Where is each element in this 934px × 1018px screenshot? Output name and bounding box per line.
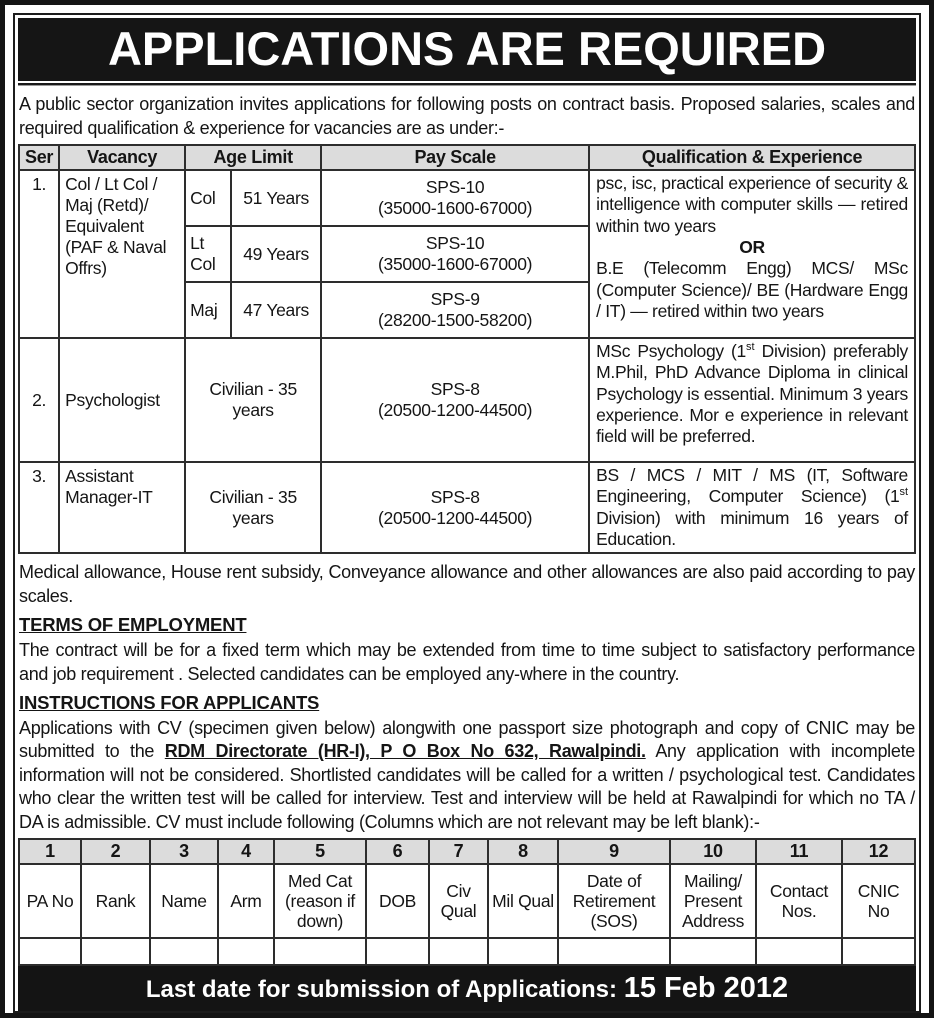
cv-empty-cell — [558, 938, 670, 965]
cv-empty-cell — [670, 938, 756, 965]
qualification-cell — [589, 338, 915, 462]
terms-heading: TERMS OF EMPLOYMENT — [19, 614, 247, 636]
pay-scale-cell — [321, 338, 589, 462]
table-row — [19, 170, 915, 226]
cv-col-label: Arm — [218, 864, 274, 938]
cv-empty-cell — [274, 938, 366, 965]
last-date-value: 15 Feb 2012 — [623, 972, 789, 1004]
advertisement-inner-frame — [13, 13, 921, 1013]
qualification-or: OR — [739, 237, 765, 258]
pay-scale-cell — [321, 462, 589, 553]
cv-label-row — [19, 864, 915, 938]
cv-col-number: 6 — [366, 839, 429, 864]
cv-empty-cell — [150, 938, 218, 965]
cv-col-number: 7 — [429, 839, 488, 864]
cv-col-label: Name — [150, 864, 218, 938]
age-cell: Civilian - 35 years — [185, 338, 321, 462]
cv-col-label: Rank — [81, 864, 150, 938]
cv-col-label: DOB — [366, 864, 429, 938]
qualification-text: Division) preferably M.Phil, PhD Advance Diploma in clinical Psychology is essential. Minimum 3 years experience. Mor e experience in relevant field will be preferred. — [596, 341, 908, 447]
title-divider — [18, 83, 916, 86]
qualification-text: BS / MCS / MIT / MS (IT, Software Engineering, Computer Science) (1 — [596, 465, 908, 507]
col-header-pay-scale: Pay Scale — [321, 145, 589, 170]
pay-scale-range: (20500-1200-44500) — [378, 507, 533, 528]
cv-col-label: CNIC No — [842, 864, 915, 938]
vacancy-table-header-row — [19, 145, 915, 170]
pay-scale-grade: SPS-8 — [430, 486, 480, 507]
cv-number-row — [19, 839, 915, 864]
pay-scale-cell — [321, 170, 589, 226]
cv-empty-cell — [429, 938, 488, 965]
instructions-heading: INSTRUCTIONS FOR APPLICANTS — [19, 692, 320, 714]
pay-scale-range: (20500-1200-44500) — [378, 400, 533, 421]
pay-scale-grade: SPS-10 — [425, 233, 485, 254]
qualification-text: MSc Psychology (1 — [596, 341, 746, 362]
cv-col-number: 4 — [218, 839, 274, 864]
pay-scale-cell — [321, 226, 589, 282]
cv-empty-cell — [756, 938, 842, 965]
ordinal-superscript: st — [745, 341, 755, 354]
serial-number: 3. — [19, 462, 59, 553]
age-cell: 51 Years — [231, 170, 321, 226]
page-title: APPLICATIONS ARE REQUIRED — [18, 18, 916, 81]
pay-scale-grade: SPS-8 — [430, 379, 480, 400]
cv-col-number: 9 — [558, 839, 670, 864]
vacancy-table — [18, 144, 916, 554]
rank-cell: Maj — [185, 282, 231, 338]
ordinal-superscript: st — [899, 486, 908, 499]
cv-col-label: Mil Qual — [488, 864, 558, 938]
col-header-vacancy: Vacancy — [59, 145, 185, 170]
cv-empty-cell — [366, 938, 429, 965]
vacancy-name: Psychologist — [59, 338, 185, 462]
allowances-paragraph: Medical allowance, House rent subsidy, Conveyance allowance and other allowances are also paid according to pay scales. — [19, 562, 915, 606]
intro-paragraph: A public sector organization invites applications for following posts on contract basis. Proposed salaries, scales and required qualification & experience for vacancies are as under:- — [19, 94, 915, 138]
last-date-label: Last date for submission of Applications: — [145, 976, 624, 1003]
cv-empty-cell — [488, 938, 558, 965]
cv-col-number: 11 — [756, 839, 842, 864]
table-row — [19, 338, 915, 462]
table-row — [19, 462, 915, 553]
rank-cell: Lt Col — [185, 226, 231, 282]
cv-col-number: 10 — [670, 839, 756, 864]
cv-empty-cell — [81, 938, 150, 965]
cv-col-number: 5 — [274, 839, 366, 864]
pay-scale-cell — [321, 282, 589, 338]
instructions-text-pre: Applications with CV (specimen given below) alongwith one passport size photograph and copy of CNIC may be submitted to the — [19, 718, 915, 762]
vacancy-name: Col / Lt Col / Maj (Retd)/ Equivalent (PAF & Naval Offrs) — [59, 170, 185, 338]
pay-scale-range: (28200-1500-58200) — [378, 310, 533, 331]
cv-col-label: Med Cat (reason if down) — [274, 864, 366, 938]
cv-columns-table — [18, 838, 916, 966]
cv-col-label: Civ Qual — [429, 864, 488, 938]
cv-col-number: 3 — [150, 839, 218, 864]
qualification-cell — [589, 170, 915, 338]
qualification-text: Division) with minimum 16 years of Education. — [596, 507, 908, 550]
instructions-paragraph — [19, 717, 915, 834]
cv-col-label: PA No — [19, 864, 81, 938]
qualification-text: psc, isc, practical experience of security & intelligence with computer skills — retired within two years — [596, 173, 908, 236]
cv-col-number: 12 — [842, 839, 915, 864]
serial-number: 1. — [19, 170, 59, 338]
pay-scale-grade: SPS-9 — [430, 289, 480, 310]
pay-scale-range: (35000-1600-67000) — [378, 254, 533, 275]
cv-empty-row — [19, 938, 915, 965]
rank-cell: Col — [185, 170, 231, 226]
cv-col-number: 8 — [488, 839, 558, 864]
age-cell: 47 Years — [231, 282, 321, 338]
cv-col-number: 2 — [81, 839, 150, 864]
cv-col-number: 1 — [19, 839, 81, 864]
pay-scale-grade: SPS-10 — [425, 177, 485, 198]
pay-scale-range: (35000-1600-67000) — [378, 198, 533, 219]
cv-empty-cell — [218, 938, 274, 965]
cv-col-label: Date of Retirement (SOS) — [558, 864, 670, 938]
cv-empty-cell — [842, 938, 915, 965]
cv-empty-cell — [19, 938, 81, 965]
qualification-text: B.E (Telecomm Engg) MCS/ MSc (Computer Science)/ BE (Hardware Engg / IT) — retired within two years — [596, 258, 908, 322]
vacancy-name: Assistant Manager-IT — [59, 462, 185, 553]
instructions-text-post: Any application with incomplete information will not be considered. Shortlisted candidates will be called for a written / psychological test. Candidates who clear the written test will be called for interview. Test and interview will be held at Rawalpindi for which no TA / DA is admissible. CV must include following (Columns which are not relevant may be left blank):- — [19, 741, 915, 832]
col-header-ser: Ser — [19, 145, 59, 170]
last-date-banner — [18, 966, 916, 1011]
age-cell: 49 Years — [231, 226, 321, 282]
terms-paragraph: The contract will be for a fixed term which may be extended from time to time subject to satisfactory performance and job requirement . Selected candidates can be employed any-where in the country. — [19, 640, 915, 684]
col-header-age-limit: Age Limit — [185, 145, 321, 170]
serial-number: 2. — [19, 338, 59, 462]
qualification-cell — [589, 462, 915, 553]
cv-col-label: Contact Nos. — [756, 864, 842, 938]
submission-address: RDM Directorate (HR-I), P O Box No 632, Rawalpindi. — [164, 741, 646, 762]
cv-col-label: Mailing/ Present Address — [670, 864, 756, 938]
age-cell: Civilian - 35 years — [185, 462, 321, 553]
col-header-qualification: Qualification & Experience — [589, 145, 915, 170]
